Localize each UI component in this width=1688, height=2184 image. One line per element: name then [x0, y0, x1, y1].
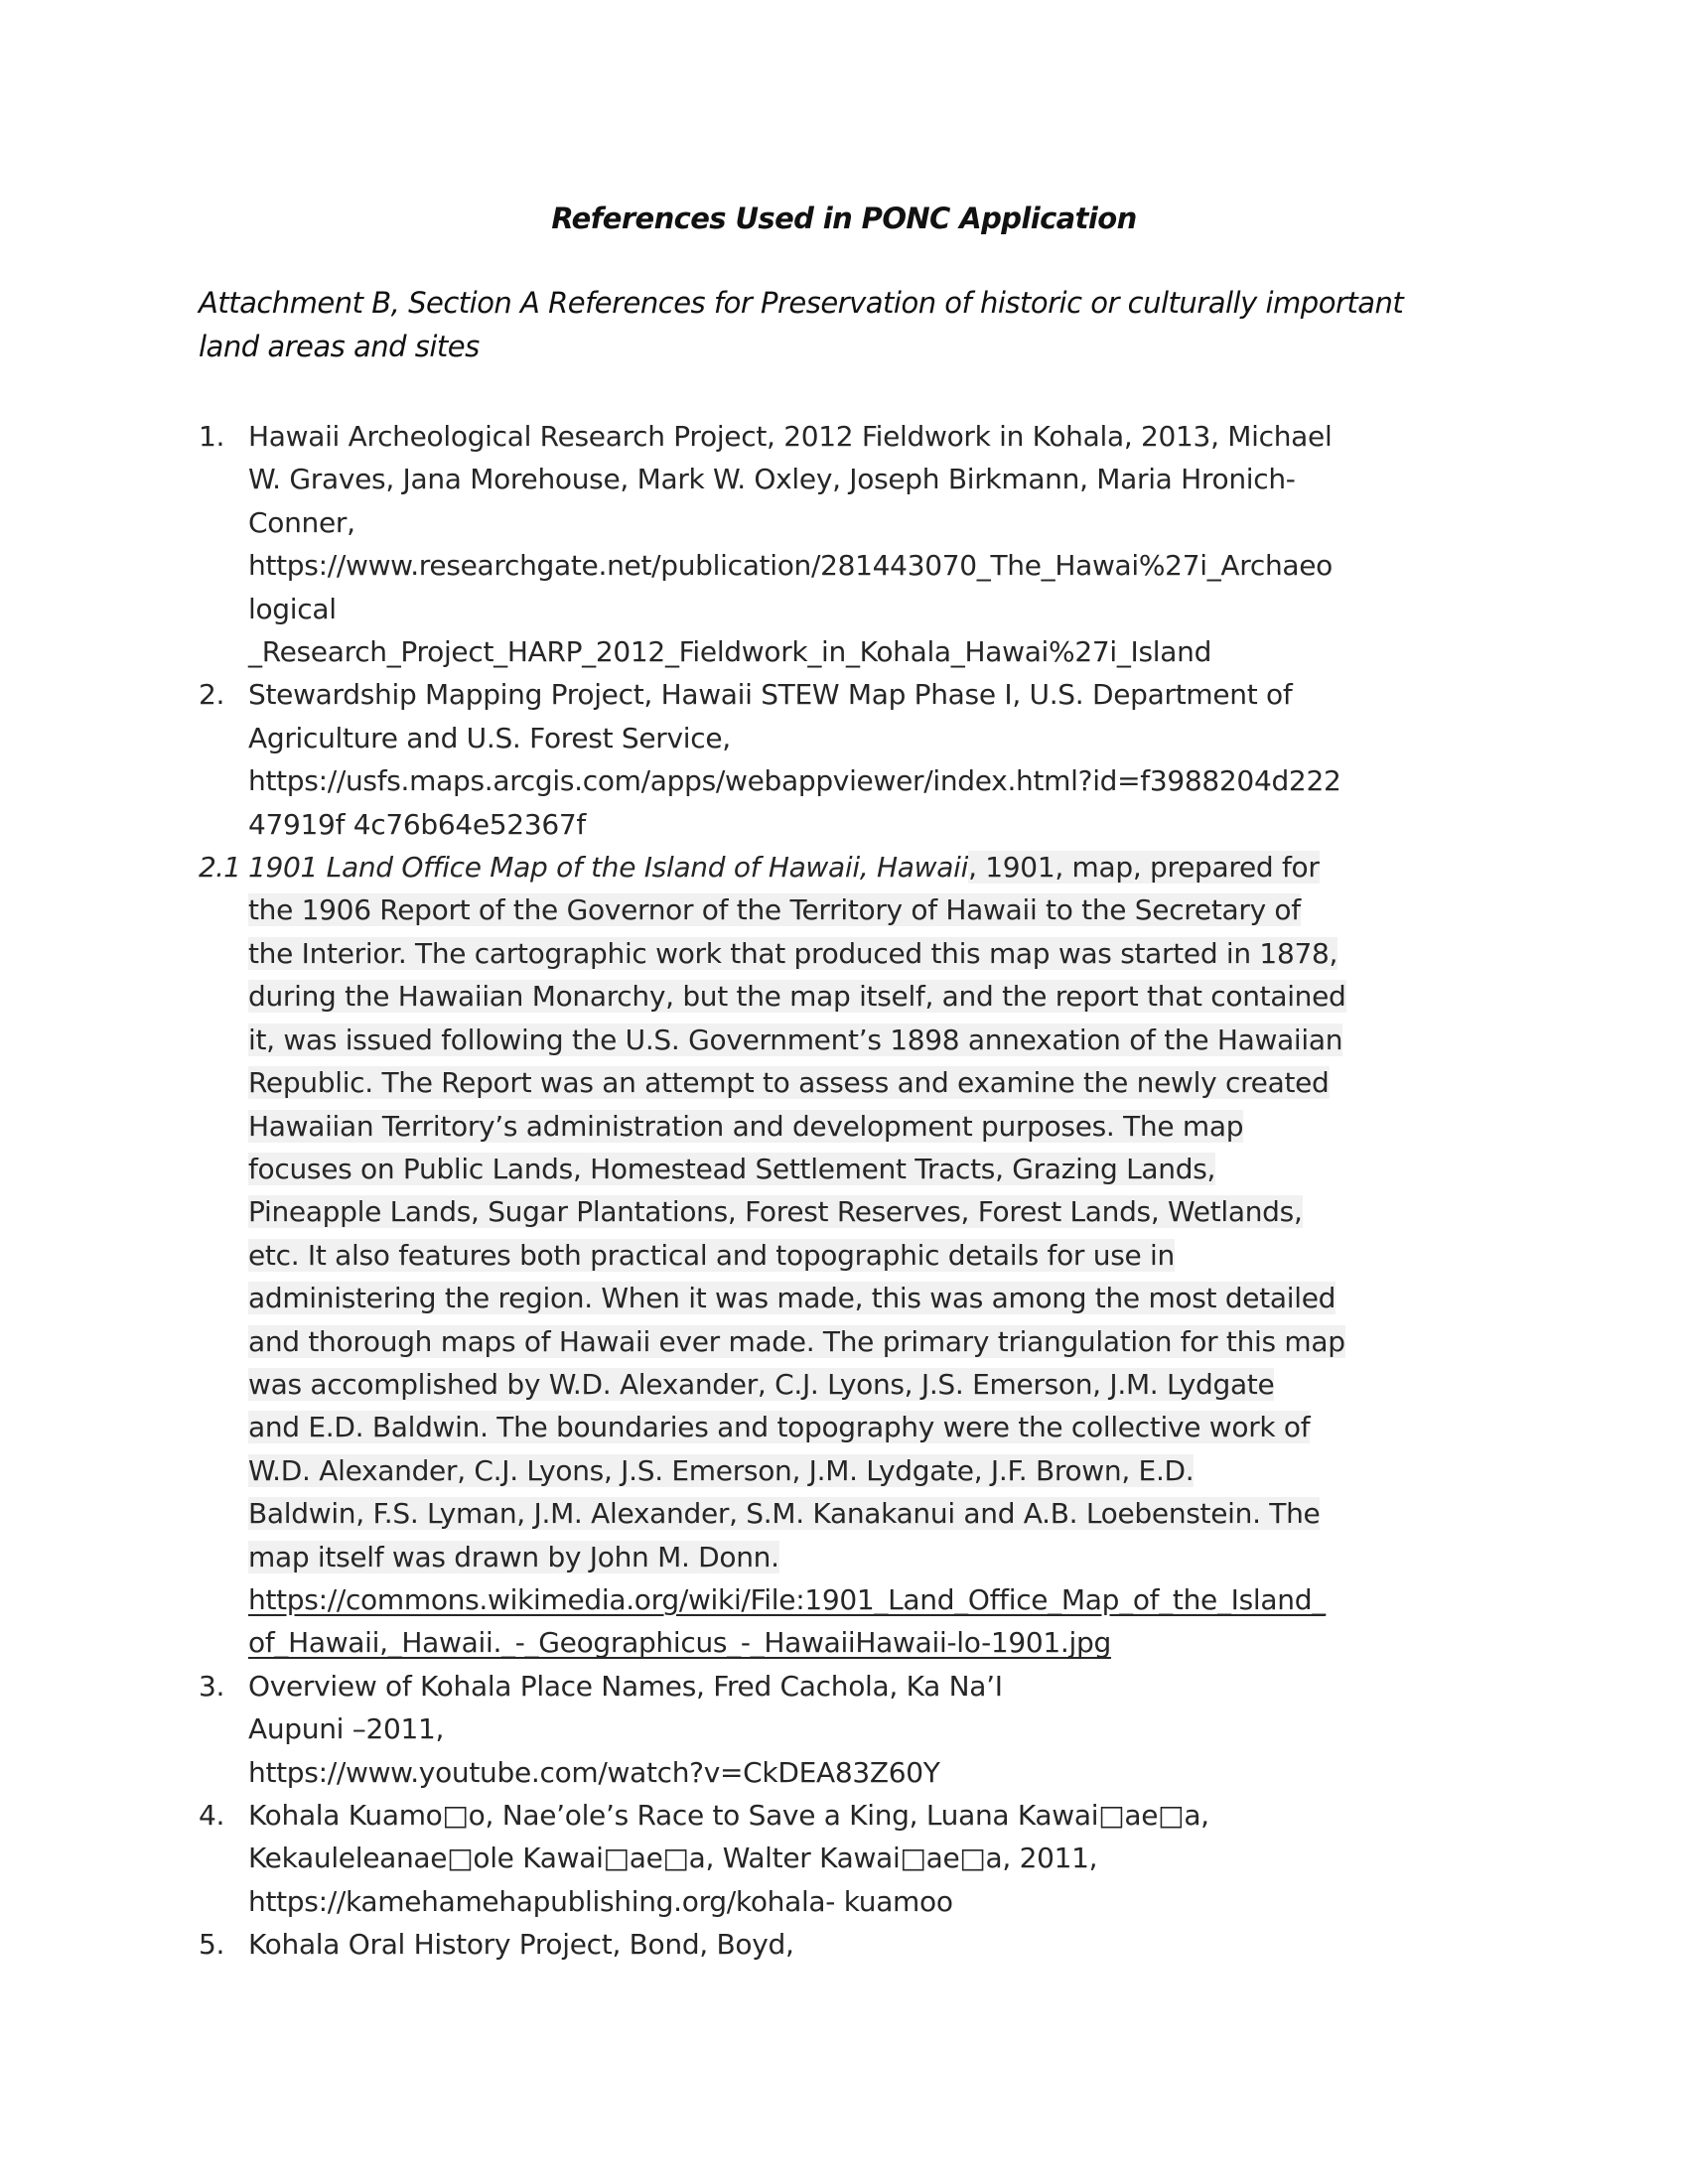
section-heading-line: Attachment B, Section A References for Preservation of historic or culturally important: [199, 286, 1404, 320]
reference-first-line: [248, 846, 1450, 888]
reference-item-2-1: [199, 846, 1450, 1665]
reference-text-line: administering the region. When it was made, this was among the most detailed: [248, 1282, 1336, 1315]
reference-item-3: [199, 1665, 1450, 1794]
reference-number: 5.: [199, 1928, 225, 1962]
reference-text-line: Kohala Oral History Project, Bond, Boyd,: [248, 1928, 794, 1962]
reference-url-line: https://www.researchgate.net/publication/281443070_The_Hawai%27i_Archaeo: [248, 549, 1334, 583]
reference-number: 2.: [199, 678, 225, 712]
reference-text-line: Overview of Kohala Place Names, Fred Cachola, Ka Na’I: [248, 1669, 1003, 1703]
reference-text-line: it, was issued following the U.S. Government’s 1898 annexation of the Hawaiian: [248, 1023, 1343, 1056]
reference-text-line: Republic. The Report was an attempt to assess and examine the newly created: [248, 1066, 1330, 1100]
reference-text-line: Aupuni –2011,: [248, 1712, 445, 1746]
reference-text-line: and thorough maps of Hawaii ever made. The primary triangulation for this map: [248, 1324, 1345, 1358]
reference-text-line: Stewardship Mapping Project, Hawaii STEW Map Phase I, U.S. Department of: [248, 678, 1293, 712]
reference-item-2: [199, 673, 1450, 846]
wikimedia-link[interactable]: https://commons.wikimedia.org/wiki/File:1901_Land_Office_Map_of_the_Island_: [248, 1582, 1326, 1616]
reference-text-line: Hawaii Archeological Research Project, 2012 Fieldwork in Kohala, 2013, Michael: [248, 420, 1333, 453]
section-heading-line: land areas and sites: [199, 330, 480, 363]
reference-text-line: focuses on Public Lands, Homestead Settlement Tracts, Grazing Lands,: [248, 1152, 1216, 1185]
reference-number: 1.: [199, 420, 225, 453]
reference-url-line: _Research_Project_HARP_2012_Fieldwork_in_Kohala_Hawai%27i_Island: [248, 635, 1212, 669]
wikimedia-link[interactable]: of_Hawaii,_Hawaii._-_Geographicus_-_HawaiiHawaii-lo-1901.jpg: [248, 1626, 1111, 1660]
reference-url-line: https://kamehamehapublishing.org/kohala- kuamoo: [248, 1884, 953, 1918]
reference-list: [199, 415, 1450, 1967]
reference-item-5: [199, 1923, 1450, 1966]
reference-text-line: the Interior. The cartographic work that produced this map was started in 1878,: [248, 936, 1338, 970]
reference-text-line: Baldwin, F.S. Lyman, J.M. Alexander, S.M. Kanakanui and A.B. Loebenstein. The: [248, 1497, 1321, 1531]
reference-url-line: 47919f 4c76b64e52367f: [248, 807, 586, 841]
section-heading: [199, 281, 1509, 368]
reference-text-fragment: , 1901, map, prepared for: [968, 851, 1320, 885]
page-title: References Used in PONC Application: [551, 202, 1137, 235]
reference-text-line: etc. It also features both practical and topographic details for use in: [248, 1238, 1175, 1272]
reference-number: 2.1: [199, 851, 241, 885]
reference-text-line: Kohala Kuamo□o, Nae’ole’s Race to Save a King, Luana Kawai□ae□a,: [248, 1799, 1209, 1832]
reference-item-4: [199, 1794, 1450, 1923]
reference-text-line: Agriculture and U.S. Forest Service,: [248, 721, 731, 754]
reference-url-line: https://www.youtube.com/watch?v=CkDEA83Z60Y: [248, 1755, 940, 1789]
reference-url-line: https://usfs.maps.arcgis.com/apps/webappviewer/index.html?id=f3988204d222: [248, 764, 1341, 798]
reference-text-line: map itself was drawn by John M. Donn.: [248, 1540, 779, 1573]
reference-text-line: was accomplished by W.D. Alexander, C.J. Lyons, J.S. Emerson, J.M. Lydgate: [248, 1367, 1275, 1401]
reference-text-line: the 1906 Report of the Governor of the Territory of Hawaii to the Secretary of: [248, 893, 1301, 927]
reference-text-line: Kekauleleanae□ole Kawai□ae□a, Walter Kawai□ae□a, 2011,: [248, 1842, 1098, 1875]
reference-text-line: Hawaiian Territory’s administration and development purposes. The map: [248, 1109, 1244, 1143]
reference-number: 3.: [199, 1669, 225, 1703]
map-title: 1901 Land Office Map of the Island of Hawaii, Hawaii: [248, 851, 969, 885]
reference-text-line: Pineapple Lands, Sugar Plantations, Forest Reserves, Forest Lands, Wetlands,: [248, 1195, 1303, 1229]
reference-number: 4.: [199, 1799, 225, 1832]
reference-text-line: and E.D. Baldwin. The boundaries and topography were the collective work of: [248, 1411, 1311, 1444]
reference-url-line: logical: [248, 592, 337, 625]
reference-text-line: W. Graves, Jana Morehouse, Mark W. Oxley, Joseph Birkmann, Maria Hronich-: [248, 463, 1296, 496]
reference-text-line: W.D. Alexander, C.J. Lyons, J.S. Emerson, J.M. Lydgate, J.F. Brown, E.D.: [248, 1453, 1195, 1487]
reference-text-line: Conner,: [248, 505, 355, 539]
reference-item-1: [199, 415, 1450, 673]
reference-text-line: during the Hawaiian Monarchy, but the map itself, and the report that contained: [248, 980, 1346, 1014]
